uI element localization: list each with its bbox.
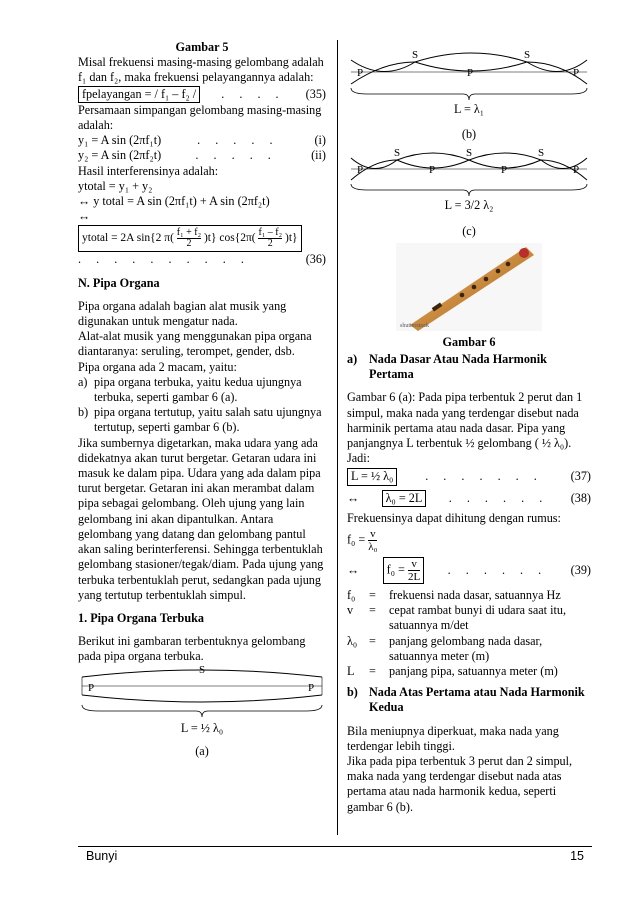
- equation-35-formula: fpelayangan = / f₁ – f₂ /: [78, 86, 200, 103]
- column-divider: [337, 40, 338, 835]
- svg-text:P: P: [573, 67, 580, 79]
- list-item: a) pipa organa terbuka, yaitu kedua ujungnya terbuka, seperti gambar 6 (a).: [78, 374, 302, 405]
- figure-c-caption: (c): [462, 223, 476, 238]
- paragraph: Frekuensinya dapat dihitung dengan rumus:: [347, 510, 561, 525]
- list-item: b) pipa organa tertutup, yaitu salah satu ujungnya tertutup, seperti gambar 6 (b).: [78, 405, 322, 435]
- paragraph: Jika pada pipa terbentuk 3 perut dan 2 simpul, maka nada yang terdengar disebut nada atas pertama atau nada harmonik kedua, seperti gambar 6 (b).: [347, 754, 573, 814]
- equation-ii-formula: y₂ = A sin (2πf₂t): [78, 148, 162, 163]
- figure-5-caption: Gambar 5: [175, 40, 229, 54]
- definition-item: L = panjang pipa, satuannya meter (m): [347, 664, 558, 679]
- footer-chapter: Bunyi: [86, 849, 118, 863]
- bamboo-flute-photo: [396, 243, 542, 331]
- standing-wave-figure-a: [78, 665, 326, 721]
- definition-item: v = cepat rambat bunyi di udara saat itu, satuannya m/det: [347, 603, 566, 633]
- equation-36-number-row: . . . . . . . . . . (36): [78, 252, 326, 267]
- svg-text:P: P: [357, 164, 364, 177]
- equation-ytotal-expanded: ↔ y total = A sin (2πf₁t) + A sin (2πf₂t): [78, 194, 270, 209]
- paragraph: Hasil interferensinya adalah:: [78, 163, 219, 178]
- subsection-heading: 1. Pipa Organa Terbuka: [78, 610, 204, 625]
- equation-38-formula: λ₀ = 2L: [382, 490, 427, 507]
- figure-c-length: L = 3/2 λ₂: [444, 198, 494, 213]
- paragraph: Jika sumbernya digetarkan, maka udara yang ada didekatnya akan turut bergetar. Getaran udara ini masuk ke dalam pipa. Udara yang ada dalam pipa turut bergetar. Getaran ini akan merambat dalam pipa sebagai gelombang. Oleh ujung yang lain gelombang ini akan dipantulkan. Antara gelombang yang datang dan gelombang pantul akan saling berinterferensi. Sehingga terbentuklah gelombang stasioner/tegak/diam. Pada ujung yang terbuka terbentuklah perut, sedangkan pada ujung yang tertutup terbentuklah simpul.: [78, 435, 324, 602]
- equation-ii: y₂ = A sin (2πf₂t) . . . . . (ii): [78, 148, 326, 163]
- figure-a-caption: (a): [195, 743, 209, 758]
- svg-text:P: P: [429, 164, 436, 177]
- paragraph: Pipa organa ada 2 macam, yaitu:: [78, 359, 237, 374]
- equation-ytotal-sum: ytotal = y₁ + y₂: [78, 178, 153, 193]
- svg-text:S: S: [523, 50, 531, 61]
- equation-i-number: (i): [314, 133, 326, 148]
- figure-a-length: L = ½ λ₀: [180, 720, 224, 735]
- svg-text:P: P: [308, 681, 315, 694]
- svg-text:S: S: [537, 148, 545, 160]
- figure-b-caption: (b): [461, 127, 477, 142]
- equation-39-number: (39): [570, 562, 591, 577]
- equation-35-number: (35): [305, 86, 326, 101]
- subsection-heading-b: b) Nada Atas Pertama atau Nada Harmonik Kedua: [347, 685, 585, 715]
- svg-text:S: S: [393, 148, 401, 160]
- figure-b-length: L = λ₁: [453, 102, 485, 116]
- equation-36-box: ytotal = 2A sin{2 π( $\frac{\text{f₁ + f₂}}{2}$ )t} cos{2π( $\frac{\text{f₁ – f₂}}{2}$ )t}: [78, 225, 302, 252]
- equation-i-formula: y₁ = A sin (2πf₁t): [78, 133, 162, 148]
- standing-wave-figure-b: [347, 50, 591, 102]
- fraction: $\frac{\text{f₁ – f₂}}{2}$: [258, 227, 283, 250]
- equation-35: fpelayangan = / f₁ – f₂ / . . . . (35): [78, 86, 326, 103]
- definition-item: f₀ = frekuensi nada dasar, satuannya Hz: [347, 588, 561, 603]
- page-footer: [78, 846, 592, 863]
- equation-39: ↔ f₀ = $\frac{v}{2L}$ . . . . . . (39): [347, 558, 591, 584]
- equation-38-number: (38): [570, 490, 591, 505]
- fraction: $\frac{v}{\text{λ₀}}$: [368, 528, 378, 554]
- equation-37-number: (37): [570, 469, 591, 484]
- equation-37: L = ½ λ₀ . . . . . . . (37): [347, 468, 591, 485]
- definition-item: λ₀ = panjang gelombang nada dasar, satuannya meter (m): [347, 633, 543, 663]
- right-column: [347, 40, 591, 815]
- figure-6-caption: Gambar 6: [442, 334, 496, 349]
- svg-text:P: P: [501, 164, 508, 177]
- svg-text:P: P: [357, 67, 364, 79]
- equation-38: ↔ λ₀ = 2L . . . . . . (38): [347, 490, 591, 507]
- svg-text:S: S: [198, 664, 206, 676]
- equation-39-formula: f₀ = $\frac{v}{2L}$: [383, 557, 425, 584]
- paragraph: Berikut ini gambaran terbentuknya gelombang pada pipa organa terbuka.: [78, 634, 306, 664]
- page-number: 15: [570, 849, 584, 863]
- paragraph: Bila meniupnya diperkuat, maka nada yang terdengar lebih tinggi.: [347, 723, 559, 753]
- arrow-symbol: ↔: [78, 209, 91, 224]
- svg-text:shutterstock: shutterstock: [400, 322, 429, 329]
- svg-text:S: S: [411, 50, 419, 61]
- equation-f0: f₀ = $\frac{v}{\text{λ₀}}$: [347, 528, 378, 554]
- paragraph: Gambar 6 (a): Pada pipa terbentuk 2 perut dan 1 simpul, maka nada yang terdengar disebut nada harminik pertama atau nada dasar. Pipa yang panjangnya L terbentuk ½ gelombang ( ½ λ₀). Jadi:: [347, 390, 583, 466]
- standing-wave-figure-c: [347, 148, 591, 198]
- equation-i: y₁ = A sin (2πf₁t) . . . . . (i): [78, 133, 326, 148]
- subsection-heading-a: a) Nada Dasar Atau Nada Harmonik Pertama: [347, 352, 547, 382]
- definitions-list: [347, 588, 591, 679]
- paragraph: Misal frekuensi masing-masing gelombang adalah f₁ dan f₂, maka frekuensi pelayangannya adalah:: [78, 55, 324, 85]
- section-heading: N. Pipa Organa: [78, 275, 160, 290]
- paragraph: Pipa organa adalah bagian alat musik yang digunakan untuk mengatur nada.: [78, 298, 287, 329]
- svg-text:P: P: [467, 67, 474, 79]
- equation-ii-number: (ii): [311, 148, 326, 163]
- svg-text:P: P: [88, 681, 95, 694]
- fraction: $\frac{\text{f₁ + f₂}}{2}$: [176, 227, 202, 250]
- paragraph: Persamaan simpangan gelombang masing-masing adalah:: [78, 102, 322, 133]
- svg-text:S: S: [465, 148, 473, 160]
- equation-37-formula: L = ½ λ₀: [347, 468, 397, 485]
- svg-text:P: P: [573, 164, 580, 177]
- paragraph: Alat-alat musik yang menggunakan pipa organa diantaranya: seruling, terompet, gender, dsb.: [78, 329, 312, 359]
- left-column: [78, 40, 326, 759]
- equation-36-number: (36): [305, 252, 326, 267]
